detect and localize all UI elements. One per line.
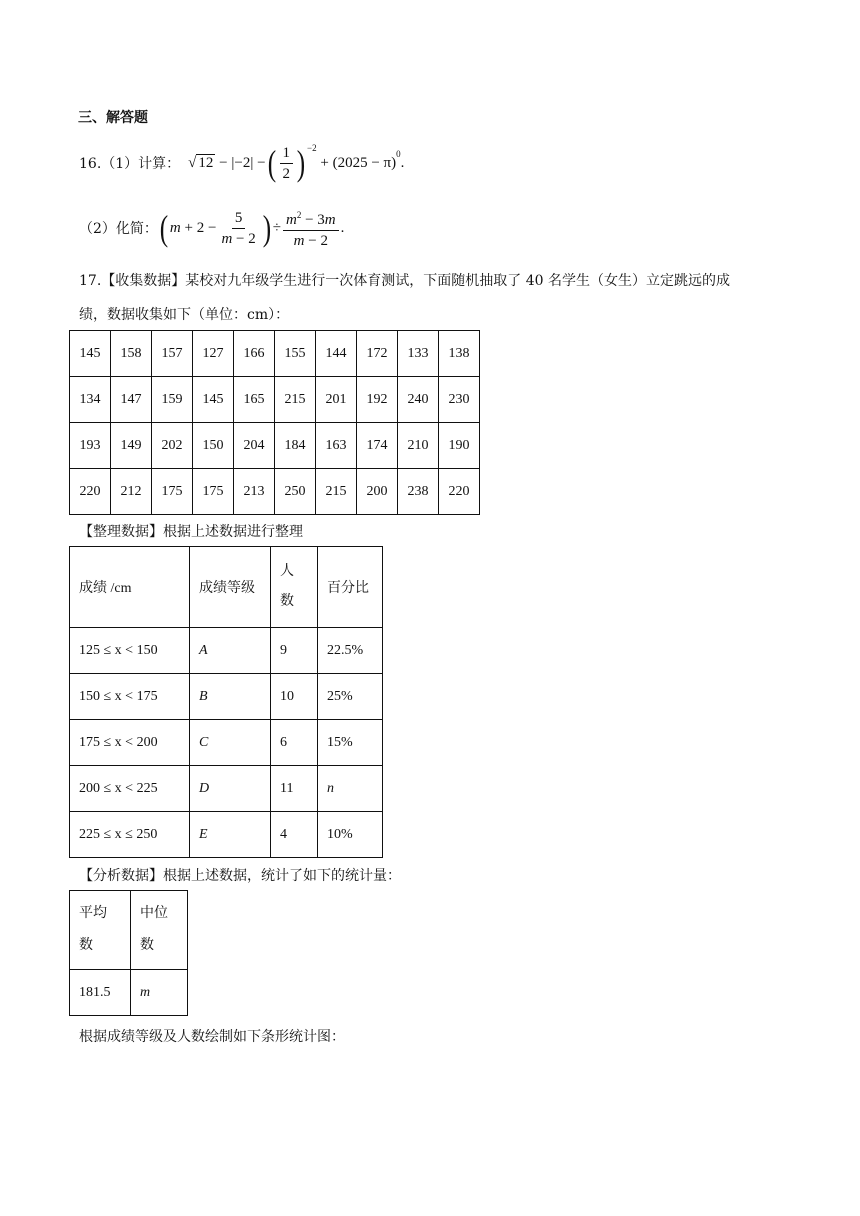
range-cell: 225 ≤ x ≤ 250 (70, 812, 190, 858)
q16-part2 (79, 206, 344, 250)
table-row (70, 812, 383, 858)
analyze-label: 【分析数据】根据上述数据，统计了如下的统计量： (79, 868, 401, 884)
table-cell: 201 (316, 377, 357, 423)
percent-cell: 15% (318, 720, 383, 766)
q17-intro-line1: 17.【收集数据】某校对九年级学生进行一次体育测试，下面随机抽取了 40 名学生（女生）立定跳远的成 (79, 273, 730, 289)
count-cell: 4 (271, 812, 318, 858)
stats-header-median (131, 891, 188, 970)
table-row (70, 720, 383, 766)
table-row (70, 331, 480, 377)
table-row (70, 628, 383, 674)
stats-mean-value: 181.5 (70, 970, 131, 1016)
table-row (70, 423, 480, 469)
range-cell: 150 ≤ x < 175 (70, 674, 190, 720)
percent-cell: 22.5% (318, 628, 383, 674)
count-cell: 11 (271, 766, 318, 812)
table-row (70, 766, 383, 812)
table-cell: 212 (111, 469, 152, 515)
table-cell: 145 (193, 377, 234, 423)
header-percent: 百分比 (318, 547, 383, 628)
table-cell: 175 (193, 469, 234, 515)
stats-header-mean (70, 891, 131, 970)
q16-part2-expression: ( m + 2 − $\frac{5}{m - 2}$ ) ÷ $\frac{m^2 - 3m}{m - 2}$ . (158, 205, 344, 251)
table-cell: 163 (316, 423, 357, 469)
header-score: 成绩 /cm (70, 547, 190, 628)
table-cell: 204 (234, 423, 275, 469)
stats-header-mean-line1: 平均 (79, 906, 107, 921)
chart-caption: 根据成绩等级及人数绘制如下条形统计图： (79, 1029, 345, 1045)
q16-part1-expression: √ 12 − |−2| − ( $\frac{1}{2}$ ) $^{-2}$ + (2025 − π) $^0$ . (188, 142, 405, 183)
table-cell: 238 (398, 469, 439, 515)
percent-cell: n (318, 766, 383, 812)
grade-cell: E (190, 812, 271, 858)
stats-table (69, 890, 188, 1016)
range-cell: 175 ≤ x < 200 (70, 720, 190, 766)
table-cell: 175 (152, 469, 193, 515)
table-cell: 215 (316, 469, 357, 515)
table-cell: 193 (70, 423, 111, 469)
table-cell: 230 (439, 377, 480, 423)
table-cell: 220 (70, 469, 111, 515)
table-cell: 200 (357, 469, 398, 515)
table-cell: 159 (152, 377, 193, 423)
table-cell: 157 (152, 331, 193, 377)
table-cell: 192 (357, 377, 398, 423)
count-cell: 10 (271, 674, 318, 720)
table-cell: 127 (193, 331, 234, 377)
table-cell: 144 (316, 331, 357, 377)
table-cell: 220 (439, 469, 480, 515)
table-cell: 210 (398, 423, 439, 469)
table-cell: 172 (357, 331, 398, 377)
stats-header-row (70, 891, 188, 970)
table-cell: 150 (193, 423, 234, 469)
q17-intro-line2: 绩，数据收集如下（单位：cm）： (79, 307, 290, 323)
q16-part1-prefix: 16.（1）计算： (79, 156, 181, 172)
stats-median-value: m (131, 970, 188, 1016)
q16-part1 (79, 141, 404, 185)
table-cell: 190 (439, 423, 480, 469)
table-cell: 145 (70, 331, 111, 377)
header-count (271, 547, 318, 628)
header-count-line1: 人 (280, 564, 294, 579)
table-cell: 149 (111, 423, 152, 469)
table-cell: 215 (275, 377, 316, 423)
table-cell: 166 (234, 331, 275, 377)
table-cell: 138 (439, 331, 480, 377)
table-cell: 158 (111, 331, 152, 377)
grade-cell: D (190, 766, 271, 812)
section-title: 三、解答题 (78, 110, 148, 126)
table-cell: 213 (234, 469, 275, 515)
count-cell: 6 (271, 720, 318, 766)
table-cell: 134 (70, 377, 111, 423)
percent-cell: 10% (318, 812, 383, 858)
stats-header-median-line1: 中位 (140, 906, 168, 921)
header-grade: 成绩等级 (190, 547, 271, 628)
table-cell: 174 (357, 423, 398, 469)
table-cell: 250 (275, 469, 316, 515)
grade-cell: C (190, 720, 271, 766)
table-cell: 240 (398, 377, 439, 423)
stats-header-median-line2: 数 (140, 938, 154, 953)
table-row (70, 674, 383, 720)
grade-cell: B (190, 674, 271, 720)
table-cell: 133 (398, 331, 439, 377)
q16-part2-prefix: （2）化简： (79, 221, 158, 237)
range-cell: 200 ≤ x < 225 (70, 766, 190, 812)
table-row (70, 377, 480, 423)
table-cell: 202 (152, 423, 193, 469)
stats-header-mean-line2: 数 (79, 938, 93, 953)
table-cell: 165 (234, 377, 275, 423)
stats-value-row (70, 970, 188, 1016)
organized-header-row (70, 547, 383, 628)
raw-data-table (69, 330, 480, 515)
header-count-line2: 数 (280, 594, 294, 609)
percent-cell: 25% (318, 674, 383, 720)
table-cell: 147 (111, 377, 152, 423)
table-cell: 155 (275, 331, 316, 377)
count-cell: 9 (271, 628, 318, 674)
range-cell: 125 ≤ x < 150 (70, 628, 190, 674)
grade-cell: A (190, 628, 271, 674)
organize-label: 【整理数据】根据上述数据进行整理 (79, 524, 303, 540)
table-cell: 184 (275, 423, 316, 469)
organized-table (69, 546, 383, 858)
table-row (70, 469, 480, 515)
